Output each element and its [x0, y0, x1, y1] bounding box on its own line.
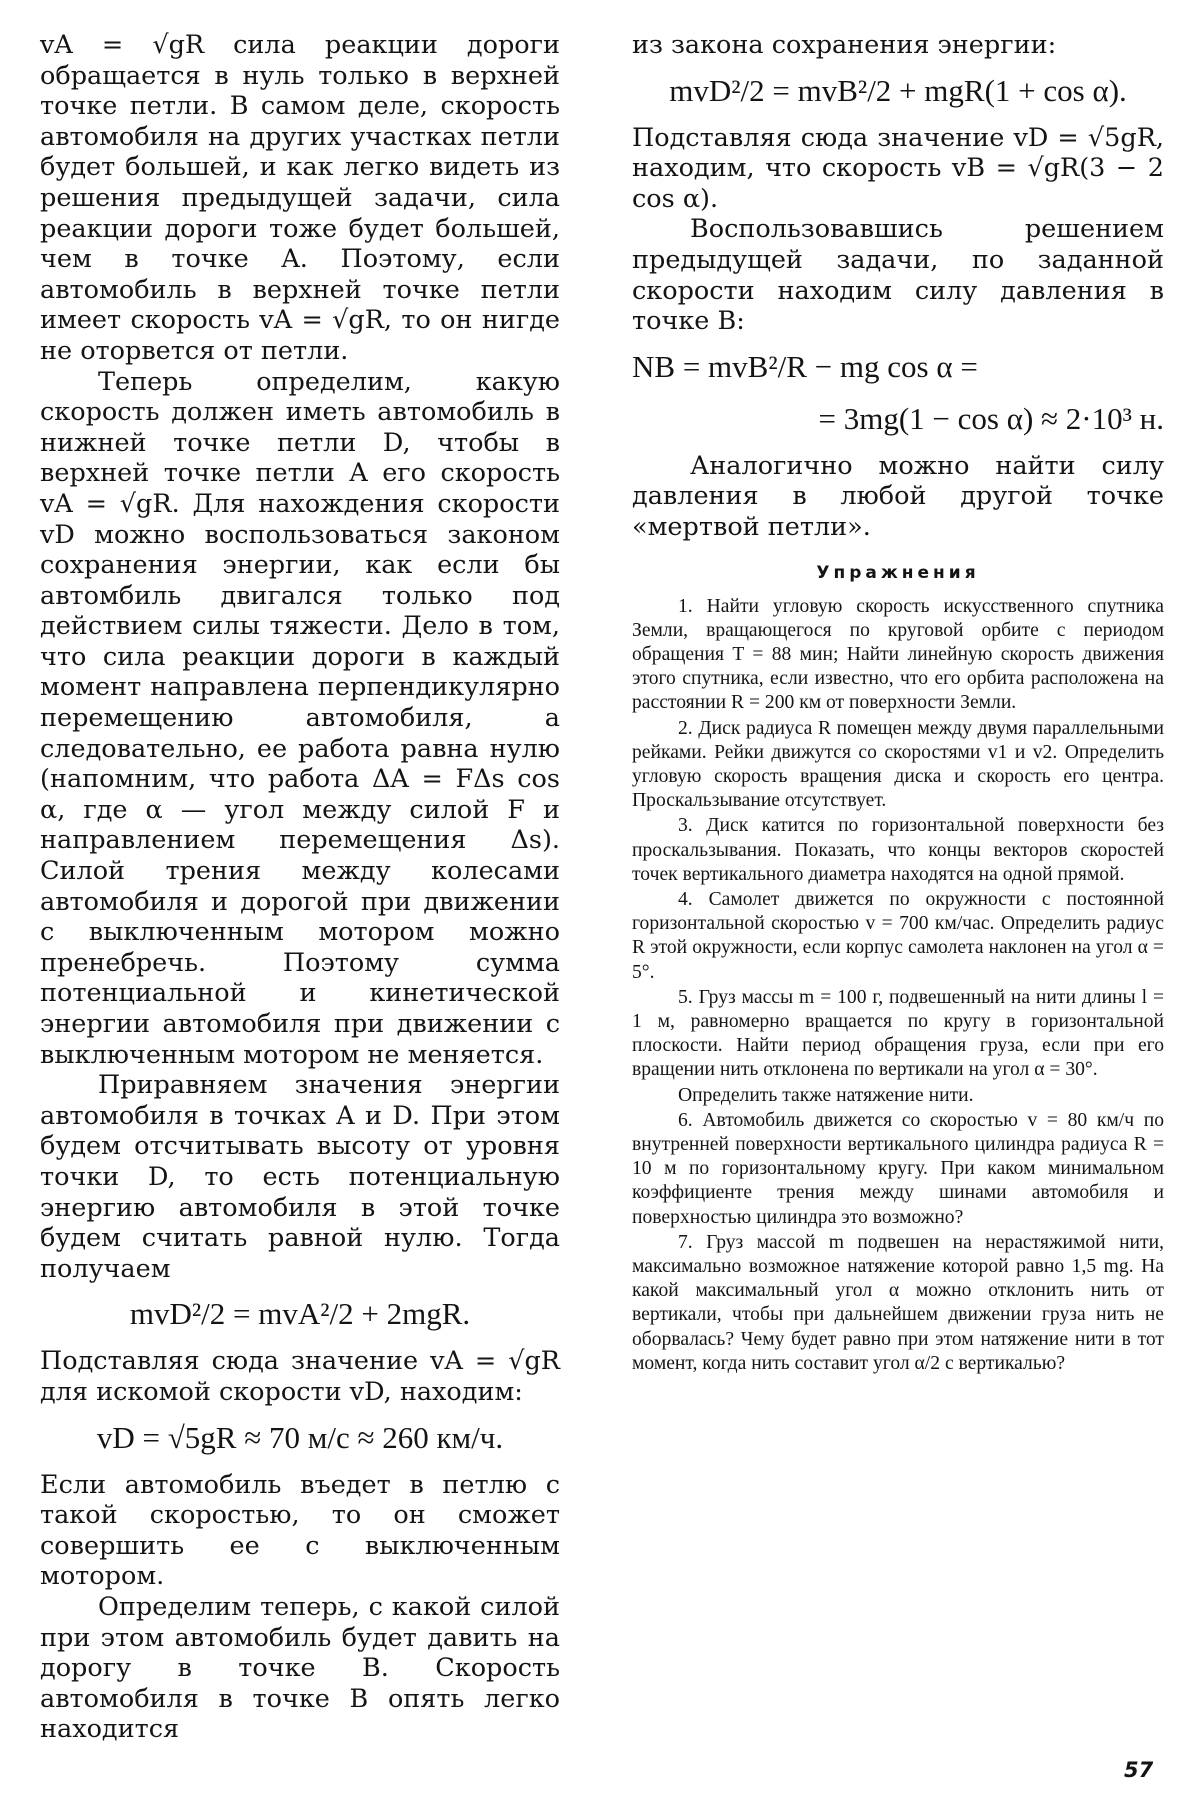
- exercise-item: 1. Найти угловую скорость искусственного спутника Земли, вращающегося по круговой орбите с периодом обращения T = 88 мин; Найти линейную скорость движения этого спутника, если известно, что его орбита расположена на расстоянии R = 200 км от поверхности Земли.: [632, 595, 1164, 714]
- paragraph: Определим теперь, с какой силой при этом автомобиль будет давить на дорогу в точке B. Скорость автомобиля в точке B опять легко находится: [40, 1591, 560, 1745]
- formula-pressure-force: NB = mvB²/R − mg cos α =: [632, 348, 978, 384]
- exercise-item: 7. Груз массой m подвешен на нерастяжимой нити, максимально возможное натяжение которой равно 1,5 mg. На какой максимальный угол α можно отклонить нить от вертикали, чтобы при дальнейшем движении груза нить не оборвалась? Чему будет равно при этом натяжение нити в тот момент, когда нить составит угол α/2 с вертикалью?: [632, 1231, 1164, 1374]
- formula-pressure-result: = 3mg(1 − cos α) ≈ 2·10³ н.: [818, 400, 1164, 436]
- paragraph: Аналогично можно найти силу давления в любой другой точке «мертвой петли».: [632, 450, 1164, 542]
- paragraph: vA = √gR сила реакции дороги обращается в нуль только в верхней точке петли. В самом деле, скорость автомобиля на других участках петли будет большей, и как легко видеть из решения предыдущей задачи, сила реакции дороги тоже будет большей, чем в точке A. Поэтому, если автомобиль в верхней точке петли имеет скорость vA = √gR, то он нигде не оторвется от петли.: [40, 30, 560, 366]
- exercise-item: 5. Груз массы m = 100 г, подвешенный на нити длины l = 1 м, равномерно вращается по кругу в горизонтальной плоскости. Найти период обращения груза, если при его вращении нить отклонена по вертикали на угол α = 30°.: [632, 986, 1164, 1081]
- formula-velocity-d: vD = √5gR ≈ 70 м/с ≈ 260 км/ч.: [96, 1419, 504, 1455]
- exercises-heading: Упражнения: [816, 562, 980, 583]
- exercise-item: 2. Диск радиуса R помещен между двумя параллельными рейками. Рейки движутся со скоростями v1 и v2. Определить угловую скорость вращения диска и скорость его центра. Проскальзывание отсутствует.: [632, 717, 1164, 812]
- right-column: [632, 30, 1164, 1377]
- exercise-item: 4. Самолет движется по окружности с постоянной горизонтальной скоростью v = 700 км/час. Определить радиус R этой окружности, если корпус самолета наклонен на угол α = 5°.: [632, 888, 1164, 983]
- exercise-item: 3. Диск катится по горизонтальной поверхности без проскальзывания. Показать, что концы векторов скоростей точек вертикального диаметра находятся на одной прямой.: [632, 815, 1164, 885]
- page-number: 57: [1124, 1758, 1154, 1782]
- exercises-list: [632, 595, 1164, 1377]
- paragraph: Теперь определим, какую скорость должен иметь автомобиль в нижней точке петли D, чтобы в верхней точке петли A его скорость vA = √gR. Для нахождения скорости vD можно воспользоваться законом сохранения энергии, как если бы автомбиль двигался только под действием силы тяжести. Дело в том, что сила реакции дороги в каждый момент направлена перпендикулярно перемещению автомобиля, а следовательно, ее работа равна нулю (напомним, что работа ΔA = FΔs cos α, где α — угол между силой F и направлением перемещения Δs). Силой трения между колесами автомобиля и дорогой при движении с выключенным мотором можно пренебречь. Поэтому сумма потенциальной и кинетической энергии автомобиля при движении с выключенным мотором не меняется.: [40, 366, 560, 1070]
- exercise-item: Определить также натяжение нити.: [678, 1084, 974, 1106]
- paragraph: Приравняем значения энергии автомобиля в точках A и D. При этом будем отсчитывать высоту от уровня точки D, то есть потенциальную энергию автомобиля в этой точке будем считать равной нулю. Тогда получаем: [40, 1070, 560, 1284]
- paragraph: Если автомобиль въедет в петлю с такой скоростью, то он сможет совершить ее с выключенным мотором.: [40, 1469, 560, 1592]
- paragraph: Подставляя сюда значение vA = √gR для искомой скорости vD, находим:: [40, 1346, 560, 1407]
- left-column: [40, 30, 560, 1745]
- paragraph: из закона сохранения энергии:: [632, 30, 1057, 60]
- formula-energy-a-d: mvD²/2 = mvA²/2 + 2mgR.: [129, 1296, 471, 1332]
- paragraph: Воспользовавшись решением предыдущей задачи, по заданной скорости находим силу давления в точке B:: [632, 214, 1164, 337]
- exercise-item: 6. Автомобиль движется со скоростью v = 80 км/ч по внутренней поверхности вертикального цилиндра радиуса R = 10 м по горизонтальному кругу. При каком минимальном коэффициенте трения между шинами автомобиля и поверхностью цилиндра это возможно?: [632, 1109, 1164, 1228]
- paragraph: Подставляя сюда значение vD = √5gR, находим, что скорость vB = √gR(3 − 2 cos α).: [632, 122, 1164, 214]
- formula-energy-d-b: mvD²/2 = mvB²/2 + mgR(1 + cos α).: [669, 72, 1127, 108]
